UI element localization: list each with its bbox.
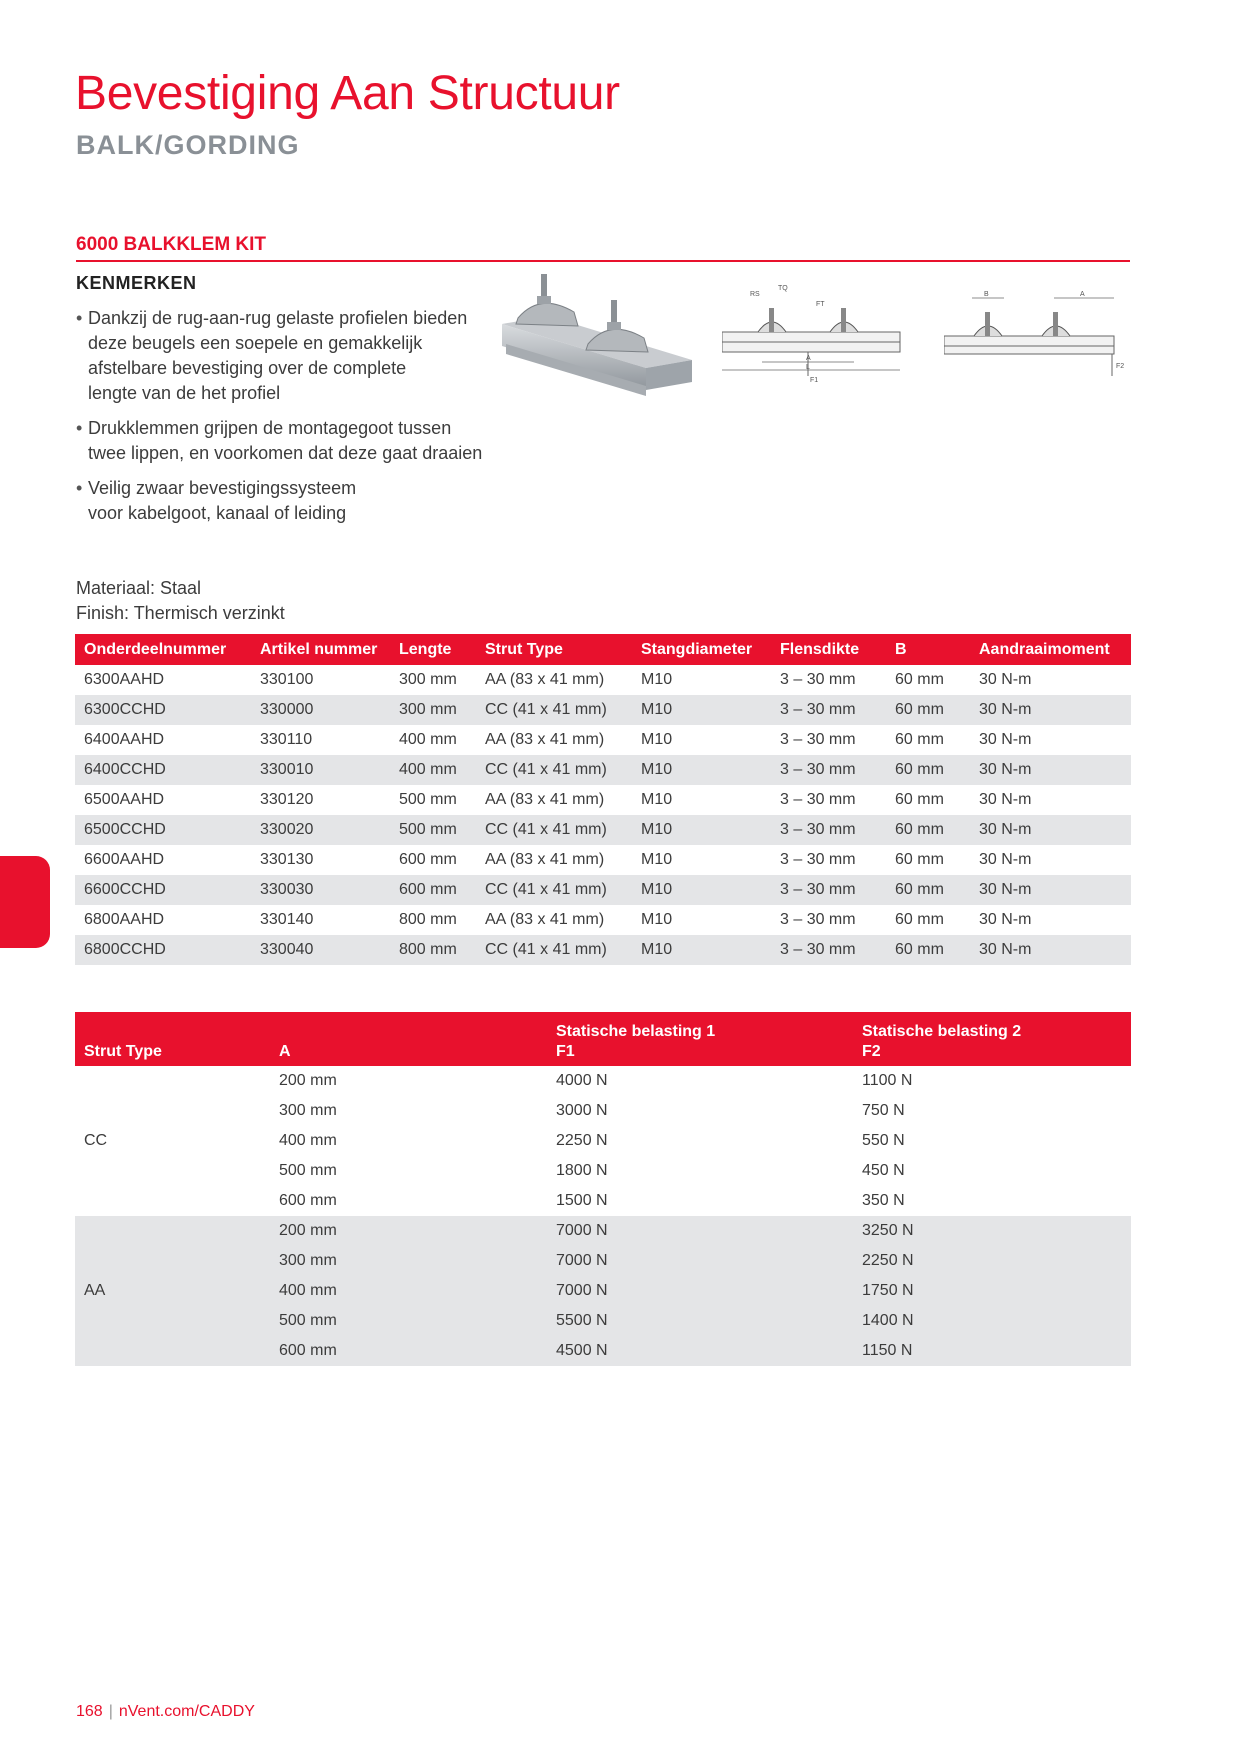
table-row [75, 725, 1131, 755]
table-cell: 500 mm [390, 815, 476, 845]
label-tq: TQ [778, 285, 788, 292]
table-cell: 60 mm [895, 911, 944, 928]
table-cell: CC (41 x 41 mm) [476, 815, 632, 845]
strut-type-cell [75, 1336, 270, 1366]
table-cell: AA (83 x 41 mm) [485, 851, 605, 868]
table-cell: 6800CCHD [75, 935, 251, 965]
strut-type-cell: AA [75, 1276, 270, 1306]
feature-line: deze beugels een soepele en gemakkelijk [88, 333, 423, 353]
table-cell: 60 mm [895, 791, 944, 808]
table-cell: 60 mm [886, 875, 970, 905]
table-cell: 30 N-m [979, 791, 1032, 808]
strut-type-cell [75, 1306, 270, 1336]
table-cell: 6300AAHD [84, 671, 165, 688]
strut-type-cell [75, 1216, 270, 1246]
table-cell: 500 mm [270, 1306, 547, 1336]
table-cell: 6600AAHD [84, 851, 165, 868]
table-cell: CC (41 x 41 mm) [476, 875, 632, 905]
table-cell: 800 mm [390, 935, 476, 965]
table-cell: 330100 [260, 671, 314, 688]
table-cell: 800 mm [399, 911, 457, 928]
table-row [75, 1276, 1131, 1306]
parts-table-body [75, 665, 1131, 965]
table-cell: 600 mm [399, 851, 457, 868]
table-cell: 60 mm [886, 815, 970, 845]
table-cell: 6400CCHD [75, 755, 251, 785]
strut-type-cell [75, 1066, 270, 1096]
table-cell: 330130 [260, 851, 314, 868]
page-subtitle: BALK/GORDING [76, 130, 300, 160]
feature-line: voor kabelgoot, kanaal of leiding [88, 503, 347, 523]
table-row [75, 1156, 1131, 1186]
table-cell: 4000 N [556, 1072, 608, 1089]
table-cell: 400 mm [399, 731, 457, 748]
table-cell: 6500AAHD [84, 791, 165, 808]
table-row [75, 1336, 1131, 1366]
table-cell: M10 [632, 815, 771, 845]
parts-header-row [75, 634, 1131, 665]
column-header: Flensdikte [771, 634, 886, 665]
table-cell: M10 [641, 791, 673, 808]
label-ft: FT [816, 301, 825, 308]
table-cell: M10 [632, 935, 771, 965]
footer-link[interactable]: nVent.com/CADDY [118, 1703, 255, 1720]
table-cell: 6500CCHD [75, 815, 251, 845]
load-table [75, 1012, 1131, 1366]
table-cell: 3 – 30 mm [771, 935, 886, 965]
table-row [75, 905, 1131, 935]
table-cell: 30 N-m [970, 875, 1131, 905]
label-rs: RS [750, 291, 760, 298]
table-cell: M10 [632, 695, 771, 725]
column-header: Strut Type [75, 1012, 270, 1066]
table-cell: 30 N-m [970, 755, 1131, 785]
column-header: Strut Type [476, 634, 632, 665]
table-cell: 3 – 30 mm [780, 911, 856, 928]
table-cell: M10 [641, 851, 673, 868]
table-cell: CC (41 x 41 mm) [476, 755, 632, 785]
table-cell: 60 mm [895, 851, 944, 868]
table-row [75, 935, 1131, 965]
table-row [75, 695, 1131, 725]
clamp-diagram-front [722, 280, 922, 390]
strut-type-cell [75, 1156, 270, 1186]
table-row [75, 1126, 1131, 1156]
table-cell: 450 N [862, 1162, 905, 1179]
parts-table [75, 634, 1131, 965]
table-cell: 3250 N [853, 1216, 1131, 1246]
table-cell: 30 N-m [979, 911, 1032, 928]
table-cell: AA (83 x 41 mm) [485, 911, 605, 928]
column-header: Statische belasting 2 F2 [853, 1012, 1131, 1066]
feature-line: twee lippen, en voorkomen dat deze gaat draaien [88, 443, 483, 463]
table-cell: 330040 [251, 935, 390, 965]
column-header: Onderdeelnummer [75, 634, 251, 665]
page-number: 168 [76, 1703, 103, 1720]
feature-item [76, 416, 496, 466]
feature-item [76, 476, 496, 526]
table-cell: M10 [632, 875, 771, 905]
table-cell: 6400AAHD [84, 731, 165, 748]
table-cell: 3 – 30 mm [771, 755, 886, 785]
table-row [75, 665, 1131, 695]
table-row [75, 1216, 1131, 1246]
load-header-row [75, 1012, 1131, 1066]
label-f2: F2 [1116, 363, 1125, 370]
table-cell: 600 mm [270, 1336, 547, 1366]
table-cell: 7000 N [547, 1276, 853, 1306]
product-photo [496, 272, 692, 408]
table-cell: 3 – 30 mm [780, 851, 856, 868]
table-cell: 1400 N [853, 1306, 1131, 1336]
table-cell: 1150 N [853, 1336, 1131, 1366]
table-cell: 30 N-m [970, 935, 1131, 965]
table-cell: 60 mm [895, 671, 944, 688]
clamp-diagram-side [944, 288, 1134, 388]
label-f1: F1 [810, 377, 819, 384]
table-cell: 3 – 30 mm [771, 875, 886, 905]
label-b: B [984, 291, 989, 298]
table-cell: 3000 N [556, 1102, 608, 1119]
label-a: A [806, 355, 811, 362]
table-cell: 3 – 30 mm [771, 695, 886, 725]
table-cell: 60 mm [886, 935, 970, 965]
finish-spec: Finish: Thermisch verzinkt [76, 603, 285, 623]
table-cell: 600 mm [279, 1192, 337, 1209]
feature-line: Veilig zwaar bevestigingssysteem [88, 478, 357, 498]
table-cell: M10 [641, 671, 673, 688]
strut-type-cell [75, 1096, 270, 1126]
column-header: Stangdiameter [632, 634, 771, 665]
table-cell: 330110 [260, 731, 313, 748]
table-cell: 6300CCHD [75, 695, 251, 725]
table-cell: 200 mm [279, 1072, 337, 1089]
table-cell: CC (41 x 41 mm) [476, 695, 632, 725]
table-cell: 400 mm [270, 1276, 547, 1306]
section-tab-marker [0, 856, 50, 948]
table-cell: M10 [632, 755, 771, 785]
table-cell: 30 N-m [979, 851, 1032, 868]
table-cell: 350 N [862, 1192, 905, 1209]
table-cell: 300 mm [279, 1102, 337, 1119]
table-row [75, 785, 1131, 815]
table-cell: 330010 [251, 755, 390, 785]
table-cell: 3 – 30 mm [771, 815, 886, 845]
table-cell: 1750 N [853, 1276, 1131, 1306]
strut-type-cell [75, 1186, 270, 1216]
column-header: A [270, 1012, 547, 1066]
table-cell: M10 [641, 731, 673, 748]
table-row [75, 845, 1131, 875]
table-cell: 330000 [251, 695, 390, 725]
table-row [75, 1096, 1131, 1126]
table-cell: 550 N [862, 1132, 905, 1149]
table-cell: 30 N-m [970, 695, 1131, 725]
table-cell: 300 mm [270, 1246, 547, 1276]
table-cell: 400 mm [390, 755, 476, 785]
table-cell: 60 mm [886, 695, 970, 725]
table-cell: 330020 [251, 815, 390, 845]
table-cell: 500 mm [279, 1162, 337, 1179]
table-row [75, 815, 1131, 845]
table-cell: 300 mm [399, 671, 457, 688]
feature-line: afstelbare bevestiging over de complete [88, 358, 407, 378]
column-header: Lengte [390, 634, 476, 665]
table-row [75, 1066, 1131, 1096]
feature-item [76, 306, 496, 406]
column-header: Aandraaimoment [970, 634, 1131, 665]
label-a2: A [1080, 291, 1085, 298]
feature-line: lengte van de het profiel [88, 383, 281, 403]
table-cell: 6600CCHD [75, 875, 251, 905]
table-cell: 330120 [260, 791, 314, 808]
table-cell: 7000 N [547, 1246, 853, 1276]
table-cell: M10 [641, 911, 673, 928]
table-cell: 400 mm [279, 1132, 337, 1149]
table-cell: 1800 N [556, 1162, 608, 1179]
table-row [75, 1246, 1131, 1276]
strut-type-cell [75, 1246, 270, 1276]
table-row [75, 755, 1131, 785]
table-cell: 330140 [260, 911, 314, 928]
page-title: Bevestiging Aan Structuur [75, 67, 620, 120]
table-cell: 2250 N [556, 1132, 608, 1149]
table-cell: 330030 [251, 875, 390, 905]
table-row [75, 1306, 1131, 1336]
features-heading: KENMERKEN [76, 273, 197, 293]
feature-line: Drukklemmen grijpen de montagegoot tussen [88, 418, 452, 438]
table-cell: CC (41 x 41 mm) [476, 935, 632, 965]
label-l: L [806, 364, 810, 371]
table-cell: 500 mm [399, 791, 457, 808]
table-cell: AA (83 x 41 mm) [485, 671, 605, 688]
table-cell: 7000 N [547, 1216, 853, 1246]
table-cell: 3 – 30 mm [780, 671, 856, 688]
column-header: Statische belasting 1 F1 [547, 1012, 853, 1066]
table-cell: 600 mm [390, 875, 476, 905]
features-list [76, 306, 496, 536]
table-cell: AA (83 x 41 mm) [485, 731, 605, 748]
section-title: 6000 BALKKLEM KIT [76, 234, 1130, 262]
table-cell: 30 N-m [979, 731, 1032, 748]
table-row [75, 1186, 1131, 1216]
footer-separator: | [108, 1703, 113, 1720]
table-cell: 750 N [862, 1102, 905, 1119]
table-cell: 1500 N [556, 1192, 608, 1209]
column-header: B [886, 634, 970, 665]
table-cell: 6800AAHD [84, 911, 165, 928]
strut-type-cell: CC [84, 1132, 108, 1149]
load-table-body [75, 1066, 1131, 1366]
table-cell: 60 mm [886, 755, 970, 785]
table-cell: 30 N-m [979, 671, 1032, 688]
material-spec: Materiaal: Staal [76, 578, 202, 598]
table-row [75, 875, 1131, 905]
table-cell: 5500 N [547, 1306, 853, 1336]
table-cell: 30 N-m [970, 815, 1131, 845]
table-cell: 3 – 30 mm [780, 791, 856, 808]
footer [76, 1703, 255, 1721]
table-cell: 4500 N [547, 1336, 853, 1366]
table-cell: 200 mm [270, 1216, 547, 1246]
table-cell: AA (83 x 41 mm) [485, 791, 605, 808]
table-cell: 60 mm [895, 731, 944, 748]
table-cell: 3 – 30 mm [780, 731, 856, 748]
table-cell: 300 mm [390, 695, 476, 725]
feature-line: Dankzij de rug-aan-rug gelaste profielen bieden [88, 308, 468, 328]
table-cell: 1100 N [862, 1072, 913, 1089]
table-cell: 2250 N [853, 1246, 1131, 1276]
column-header: Artikel nummer [251, 634, 390, 665]
